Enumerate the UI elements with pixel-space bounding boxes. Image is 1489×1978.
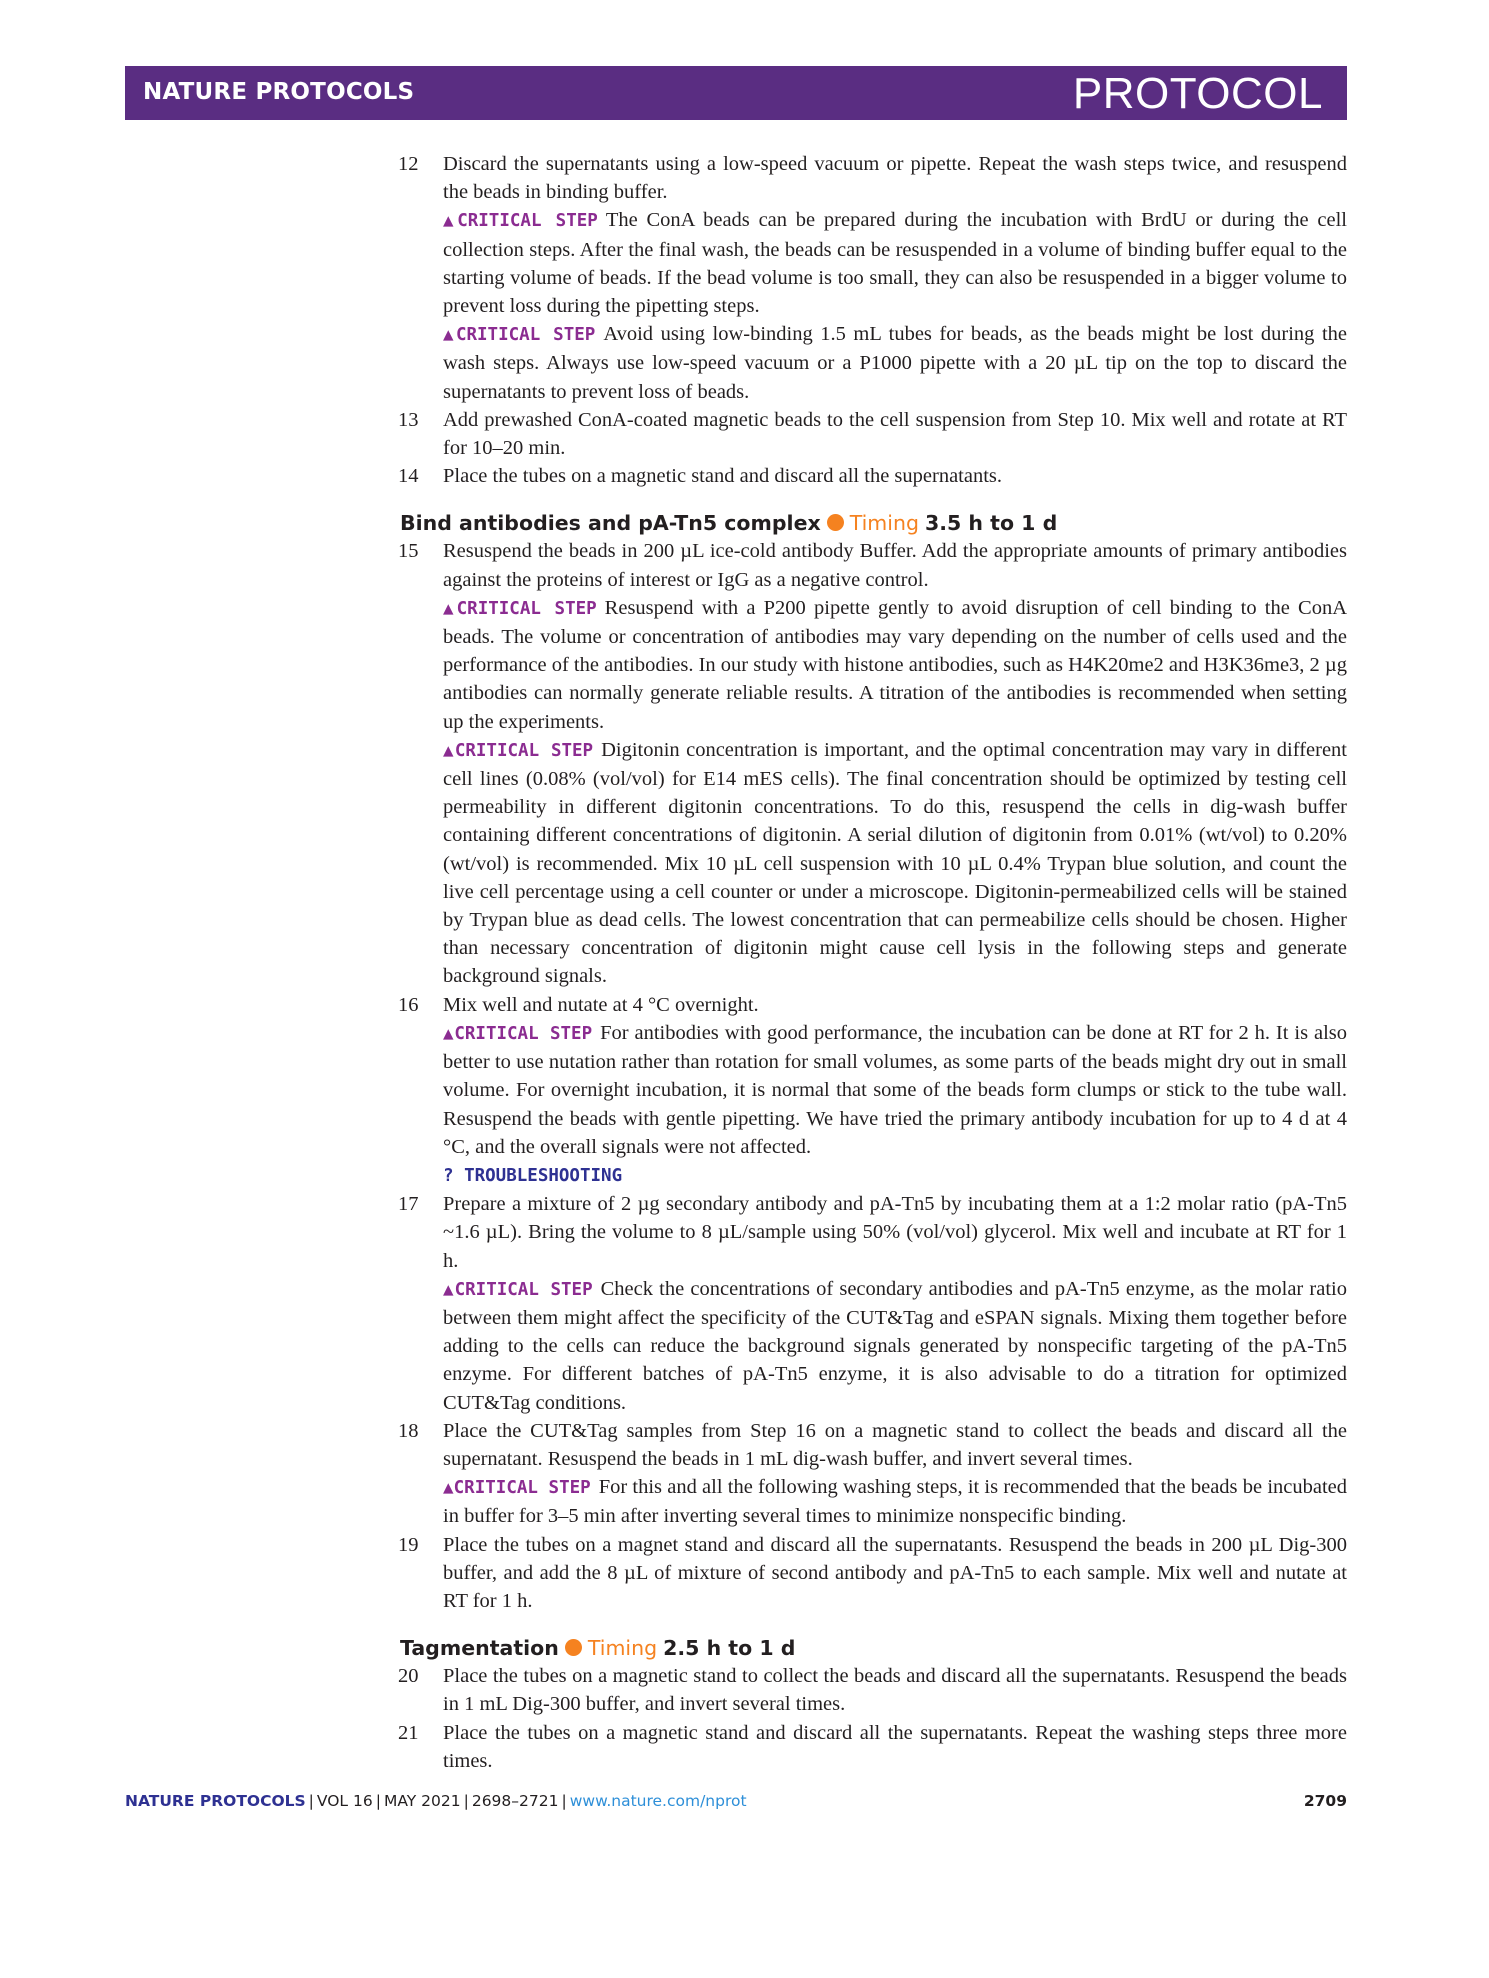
step-21 — [398, 1719, 1347, 1775]
critical-step-label: ▲CRITICAL STEP — [443, 211, 598, 232]
step-16 — [398, 991, 1347, 1190]
footer-pages: 2698–2721 — [471, 1792, 559, 1810]
step-text: Place the tubes on a magnetic stand and discard all the supernatants. Repeat the washing steps three more times. — [443, 1721, 1347, 1772]
warning-triangle-icon: ▲ — [443, 1478, 454, 1499]
step-text: Place the CUT&Tag samples from Step 16 on a magnetic stand to collect the beads and discard all the supernatant. Resuspend the beads in 1 mL dig-wash buffer, and invert several times. — [443, 1419, 1347, 1470]
step-15 — [398, 537, 1347, 990]
timing-dot-icon — [827, 514, 844, 531]
critical-step-label: ▲CRITICAL STEP — [443, 598, 597, 619]
critical-step-note: ▲CRITICAL STEP Digitonin concentration is important, and the optimal concentration may vary in different cell lines (0.08% (vol/vol) for E14 mES cells). The final concentration should be optimized by testing cell permeability in different digitonin concentrations. To do this, resuspend the cells in dig-wash buffer containing different concentrations of digitonin. A serial dilution of digitonin from 0.01% (wt/vol) to 0.20% (wt/vol) is recommended. Mix 10 µL cell suspension with 10 µL 0.4% Trypan blue solution, and count the live cell percentage using a cell counter or under a microscope. Digitonin-permeabilized cells will be stained by Trypan blue as dead cells. The lowest concentration that can permeabilize cells should be chosen. Higher than necessary concentration of digitonin might cause cell lysis in the following steps and generate background signals. — [443, 738, 1347, 988]
step-number: 12 — [398, 153, 419, 175]
timing-dot-icon — [565, 1639, 582, 1656]
step-20 — [398, 1662, 1347, 1718]
section-heading-bind-antibodies: Bind antibodies and pA-Tn5 complex Timing 3.5 h to 1 d — [400, 511, 1058, 536]
step-17 — [398, 1190, 1347, 1417]
step-14 — [398, 462, 1347, 490]
page-footer: NATURE PROTOCOLS | VOL 16 | MAY 2021 | 2698–2721 | www.nature.com/nprot 2709 — [125, 1792, 1347, 1810]
warning-triangle-icon: ▲ — [443, 740, 455, 761]
warning-triangle-icon: ▲ — [443, 325, 456, 346]
step-text: Place the tubes on a magnet stand and discard all the supernatants. Resuspend the beads in 200 µL Dig-300 buffer, and add the 8 µL of mixture of second antibody and pA-Tn5 to each sample. Mix well and nutate at RT for 1 h. — [443, 1533, 1347, 1612]
step-text: Place the tubes on a magnetic stand and discard all the supernatants. — [443, 465, 1003, 488]
footer-volume: VOL 16 — [316, 1792, 373, 1810]
warning-triangle-icon: ▲ — [443, 211, 458, 232]
journal-name: NATURE PROTOCOLS — [143, 79, 415, 105]
step-number: 19 — [398, 1533, 419, 1556]
step-text: Mix well and nutate at 4 °C overnight. — [443, 993, 759, 1016]
step-text: Add prewashed ConA-coated magnetic beads to the cell suspension from Step 10. Mix well and rotate at RT for 10–20 min. — [443, 408, 1347, 460]
step-number: 18 — [398, 1419, 419, 1442]
step-text: Prepare a mixture of 2 µg secondary antibody and pA-Tn5 by incubating them at a 1:2 molar ratio (pA-Tn5 ~1.6 µL). Bring the volume to 8 µL/sample using 50% (vol/vol) glycerol. Mix well and incubate at RT for 1 h. — [443, 1193, 1347, 1272]
footer-date: MAY 2021 — [383, 1792, 461, 1810]
critical-step-label: ▲CRITICAL STEP — [443, 1023, 593, 1044]
step-text: Discard the supernatants using a low-speed vacuum or pipette. Repeat the wash steps twice, and resuspend the beads in binding buffer. — [443, 153, 1347, 204]
critical-step-label: ▲CRITICAL STEP — [443, 1279, 593, 1300]
step-text: Resuspend the beads in 200 µL ice-cold antibody Buffer. Add the appropriate amounts of primary antibodies against the proteins of interest or IgG as a negative control. — [443, 540, 1347, 591]
page-number: 2709 — [1303, 1792, 1347, 1810]
critical-step-note: ▲CRITICAL STEP For antibodies with good performance, the incubation can be done at RT for 2 h. It is also better to use nutation rather than rotation for small volumes, as some parts of the beads might dry out in small volume. For overnight incubation, it is normal that some of the beads form clumps or stick to the tube wall. Resuspend the beads with gentle pipetting. We have tried the primary antibody incubation for up to 4 d at 4 °C, and the overall signals were not affected. — [443, 1021, 1347, 1158]
warning-triangle-icon: ▲ — [443, 598, 457, 619]
step-number: 20 — [398, 1665, 419, 1688]
warning-triangle-icon: ▲ — [443, 1023, 455, 1044]
step-number: 14 — [398, 465, 419, 488]
critical-step-note: ▲CRITICAL STEP Check the concentrations of secondary antibodies and pA-Tn5 enzyme, as the molar ratio between them might affect the specificity of the CUT&Tag and eSPAN signals. Mixing them together before adding to the cells can reduce the background signals generated by nonspecific targeting of the pA-Tn5 enzyme. For different batches of pA-Tn5 enzyme, it is also advisable to do a titration for optimized CUT&Tag conditions. — [443, 1277, 1347, 1414]
footer-journal: NATURE PROTOCOLS — [125, 1792, 306, 1810]
critical-step-note: ▲CRITICAL STEP Avoid using low-binding 1.5 mL tubes for beads, as the beads might be lost during the wash steps. Always use low-speed vacuum or a P1000 pipette with a 20 µL tip on the top to discard the supernatants to prevent loss of beads. — [443, 323, 1347, 403]
step-19 — [398, 1531, 1347, 1616]
critical-step-note: ▲CRITICAL STEP For this and all the following washing steps, it is recommended that the beads be incubated in buffer for 3–5 min after inverting several times to minimize nonspecific binding. — [443, 1476, 1348, 1528]
warning-triangle-icon: ▲ — [443, 1279, 455, 1300]
step-text: Place the tubes on a magnetic stand to collect the beads and discard all the supernatants. Resuspend the beads in 1 mL Dig-300 buffer, and invert several times. — [443, 1665, 1347, 1716]
step-13 — [398, 406, 1347, 462]
protocol-body — [398, 150, 1347, 1775]
journal-header-bar — [125, 66, 1347, 120]
step-number: 16 — [398, 993, 419, 1016]
section-heading-tagmentation: Tagmentation Timing 2.5 h to 1 d — [400, 1636, 796, 1661]
step-number: 17 — [398, 1193, 419, 1216]
critical-step-note: ▲CRITICAL STEP The ConA beads can be prepared during the incubation with BrdU or during the cell collection steps. After the final wash, the beads can be resuspended in a volume of binding buffer equal to the starting volume of beads. If the bead volume is too small, they can also be resuspended in a bigger volume to prevent loss during the pipetting steps. — [443, 209, 1347, 318]
critical-step-label: ▲CRITICAL STEP — [443, 740, 594, 761]
step-number: 13 — [398, 408, 419, 431]
step-number: 21 — [398, 1721, 419, 1744]
step-number: 15 — [398, 540, 419, 563]
troubleshooting-link[interactable]: ? TROUBLESHOOTING — [443, 1165, 623, 1186]
article-type: PROTOCOL — [1072, 69, 1323, 118]
step-18 — [398, 1417, 1347, 1531]
footer-url-link[interactable]: www.nature.com/nprot — [569, 1792, 747, 1810]
critical-step-label: ▲CRITICAL STEP — [443, 1478, 591, 1499]
critical-step-note: ▲CRITICAL STEP Resuspend with a P200 pipette gently to avoid disruption of cell binding to the ConA beads. The volume or concentration of antibodies may vary depending on the number of cells used and the performance of the antibodies. In our study with histone antibodies, such as H4K20me2 and H3K36me3, 2 µg antibodies can normally generate reliable results. A titration of the antibodies is recommended when setting up the experiments. — [443, 596, 1347, 733]
step-12 — [398, 150, 1347, 406]
critical-step-label: ▲CRITICAL STEP — [443, 325, 596, 346]
